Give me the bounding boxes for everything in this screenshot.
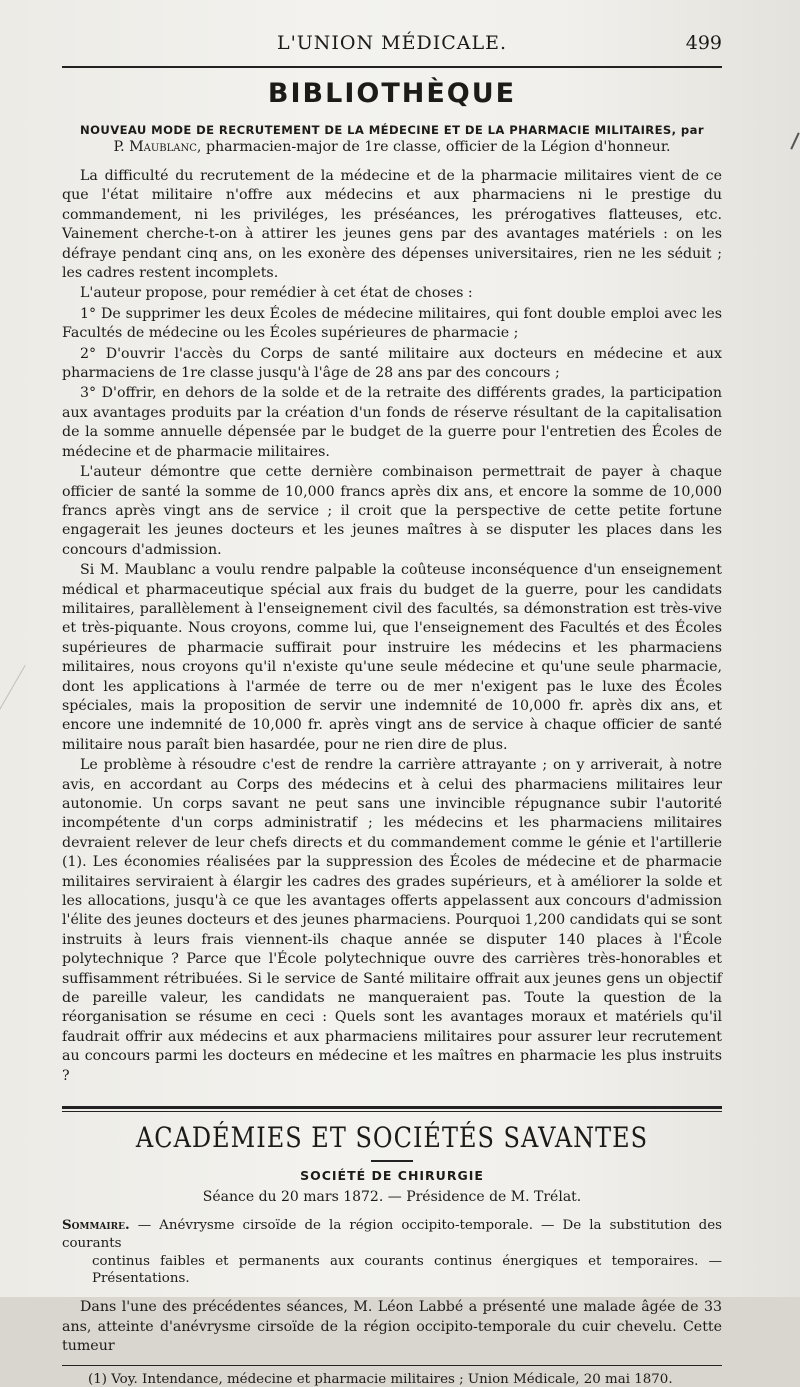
short-divider [371, 1160, 413, 1162]
paragraph: 2° D'ouvrir l'accès du Corps de santé militaire aux docteurs en médecine et aux pharmaciens de 1re classe jusqu'à l'âge de 28 ans par des concours ; [62, 345, 722, 382]
author-name: P. Maublanc, [113, 139, 202, 155]
margin-mark [790, 132, 799, 149]
sommaire-label: Sommaire. [62, 1217, 130, 1234]
section-heading-bibliotheque: BIBLIOTHÈQUE [267, 78, 517, 109]
review-body [62, 167, 722, 1086]
footnote: (1) Voy. Intendance, médecine et pharmacie militaires ; Union Médicale, 20 mai 1870. [88, 1371, 673, 1387]
paragraph: Si M. Maublanc a voulu rendre palpable la coûteuse inconséquence d'un enseignement médical et pharmaceutique spécial aux frais du budget de la guerre, pour les candidats militaires, parallèlement à l'enseignement civil des facultés, sa démonstration est très-vive et très-piquante. Nous croyons, comme lui, que l'enseignement des Facultés et des Écoles supérieures de pharmacie suffirait pour instruire les médecins et les pharmaciens militaires, nous croyons qu'il n'existe qu'une seule médecine et qu'une seule pharmacie, dont les applications à l'armée de terre ou de mer n'exigent pas le luxe des Écoles spéciales, mais la proposition de servir une indemnité de 10,000 fr. après dix ans, et encore une indemnité de 10,000 fr. après vingt ans de service à chaque officier de santé militaire nous paraît bien hasardée, pour ne rien dire de plus. [62, 562, 722, 753]
footnote-rule [62, 1365, 722, 1366]
paragraph: 3° D'offrir, en dehors de la solde et de la retraite des différents grades, la participation aux avantages produits par la création d'un fonds de réserve résultant de la capitalisation de la somme annuelle dépensée par le budget de la guerre pour l'entretien des Écoles de médecine et de pharmacie militaires. [62, 385, 722, 460]
paragraph: Dans l'une des précédentes séances, M. Léon Labbé a présenté une malade âgée de 33 ans, atteinte d'anévrysme cirsoïde de la région occipito-temporale du cuir chevelu. Cette tumeur [62, 1299, 722, 1355]
paragraph: La difficulté du recrutement de la médecine et de la pharmacie militaires vient de ce que l'état militaire n'offre aux médecins et aux pharmaciens ni le prestige du commandement, ni les priviléges, les préséances, les prérogatives flatteuses, etc. Vainement cherche-t-on à attirer les jeunes gens par des avantages matériels : on les défraye pendant cinq ans, on les exonère des dépenses universitaires, rien ne les séduit ; les cadres restent incomplets. [62, 168, 722, 282]
section-heading-academies: ACADÉMIES ET SOCIÉTÉS SAVANTES [135, 1121, 649, 1155]
seance-line: Séance du 20 mars 1872. — Présidence de M. Trélat. [202, 1189, 582, 1206]
paragraph: L'auteur propose, pour remédier à cet état de choses : [80, 285, 473, 302]
running-head [62, 32, 722, 58]
header-rule [62, 66, 722, 68]
margin-mark [0, 665, 41, 735]
sommaire-line-2: continus faibles et permanents aux courants continus énergiques et temporaires. — Présentations. [92, 1253, 722, 1287]
author-description: pharmacien-major de 1re classe, officier de la Légion d'honneur. [205, 139, 671, 155]
page-content [62, 32, 722, 1387]
paragraph: Le problème à résoudre c'est de rendre la carrière attrayante ; on y arriverait, à notre avis, en accordant au Corps des médecins et à celui des pharmaciens militaires leur autonomie. Un corps savant ne peut sans une invincible répugnance subir l'autorité incompétente d'un corps administratif ; les médecins et les pharmaciens militaires devraient relever de leur chefs directs et du commandement comme le génie et l'artillerie (1). Les économies réalisées par la suppression des Écoles de médecine et de pharmacie militaires serviraient à élargir les cadres des grades supérieurs, et à améliorer la solde et les allocations, jusqu'à ce que les avantages offerts appelassent aux concours d'admission l'élite des jeunes docteurs et des jeunes pharmaciens. Pourquoi 1,200 candidats qui se sont instruits à leurs frais viennent-ils chaque année se disputer 140 places à l'École polytechnique ? Parce que l'École polytechnique ouvre des carrières très-honorables et suffisamment rétribuées. Si le service de Santé militaire offrait aux jeunes gens un objectif de pareille valeur, les candidats ne manqueraient pas. Toute la question de la réorganisation se résume en ceci : Quels sont les avantages moraux et matériels qu'il faudrait offrir aux médecins et aux pharmaciens militaires pour assurer leur recrutement au concours parmi les docteurs en médecine et les maîtres en pharmacie les plus instruits ? [62, 757, 722, 1084]
sommaire [62, 1217, 722, 1288]
section-divider [62, 1106, 722, 1112]
paragraph: L'auteur démontre que cette dernière combinaison permettrait de payer à chaque officier de santé la somme de 10,000 francs après dix ans, et encore la somme de 10,000 francs après vingt ans de service ; il croit que la perspective de cette petite fortune engagerait les jeunes docteurs et les jeunes maîtres à se disputer les places dans les concours d'admission. [62, 464, 722, 558]
session-body [62, 1298, 722, 1356]
book-title: NOUVEAU MODE DE RECRUTEMENT DE LA MÉDECINE ET DE LA PHARMACIE MILITAIRES, par [80, 123, 704, 137]
sommaire-line-1: — Anévrysme cirsoïde de la région occipito-temporale. — De la substitution des courants [62, 1218, 722, 1251]
book-author [62, 139, 722, 155]
page-number: 499 [685, 32, 722, 54]
paragraph: 1° De supprimer les deux Écoles de médecine militaires, qui font double emploi avec les Facultés de médecine ou les Écoles supérieures de pharmacie ; [62, 305, 722, 342]
society-name: SOCIÉTÉ DE CHIRURGIE [300, 1168, 484, 1184]
journal-title: L'UNION MÉDICALE. [276, 32, 508, 54]
